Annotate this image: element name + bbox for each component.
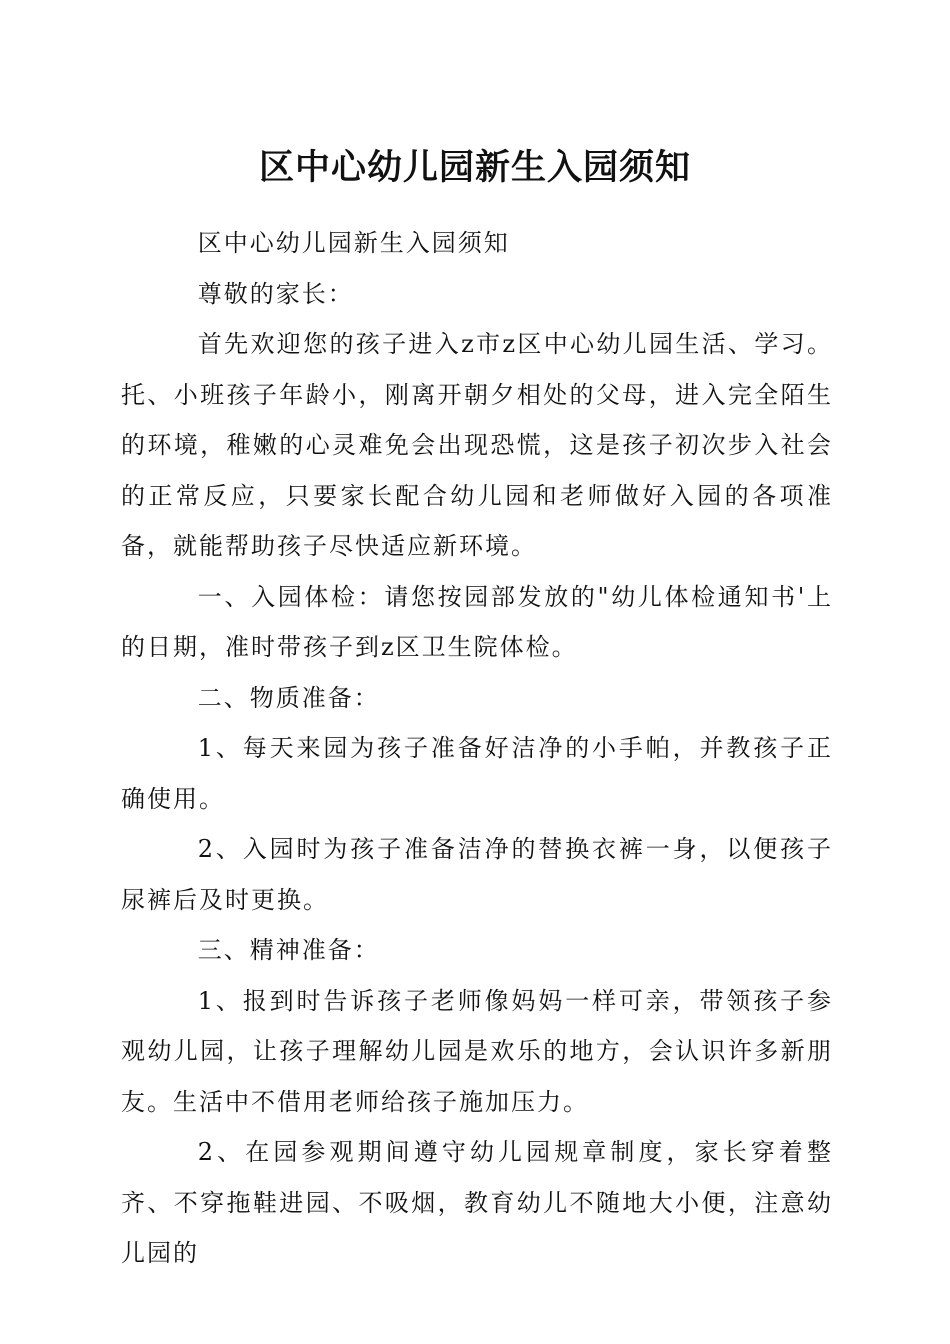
document-body xyxy=(121,218,833,1279)
paragraph-section-3-item-2: 2、在园参观期间遵守幼儿园规章制度，家长穿着整齐、不穿拖鞋进园、不吸烟，教育幼儿不随地大小便，注意幼儿园的 xyxy=(121,1138,833,1267)
paragraph-subtitle: 区中心幼儿园新生入园须知 xyxy=(197,229,510,257)
paragraph-section-2-item-1: 1、每天来园为孩子准备好洁净的小手帕，并教孩子正确使用。 xyxy=(121,734,833,813)
document-title: 区中心幼儿园新生入园须知 xyxy=(258,148,691,188)
paragraph-section-1: 一、入园体检：请您按园部发放的"幼儿体检通知书'上的日期，准时带孩子到z区卫生院体检。 xyxy=(121,582,833,661)
paragraph-section-3-heading: 三、精神准备： xyxy=(197,936,380,964)
paragraph-intro: 首先欢迎您的孩子进入z市z区中心幼儿园生活、学习。托、小班孩子年龄小，刚离开朝夕相处的父母，进入完全陌生的环境，稚嫩的心灵难免会出现恐慌，这是孩子初次步入社会的正常反应，只要家长配合幼儿园和老师做好入园的各项准备，就能帮助孩子尽快适应新环境。 xyxy=(121,330,833,560)
paragraph-salutation: 尊敬的家长： xyxy=(197,279,354,308)
paragraph-section-3-item-1: 1、报到时告诉孩子老师像妈妈一样可亲，带领孩子参观幼儿园，让孩子理解幼儿园是欢乐的地方，会认识许多新朋友。生活中不借用老师给孩子施加压力。 xyxy=(121,986,833,1116)
paragraph-section-2-heading: 二、物质准备： xyxy=(197,683,380,712)
paragraph-section-2-item-2: 2、入园时为孩子准备洁净的替换衣裤一身，以便孩子尿裤后及时更换。 xyxy=(121,835,833,914)
